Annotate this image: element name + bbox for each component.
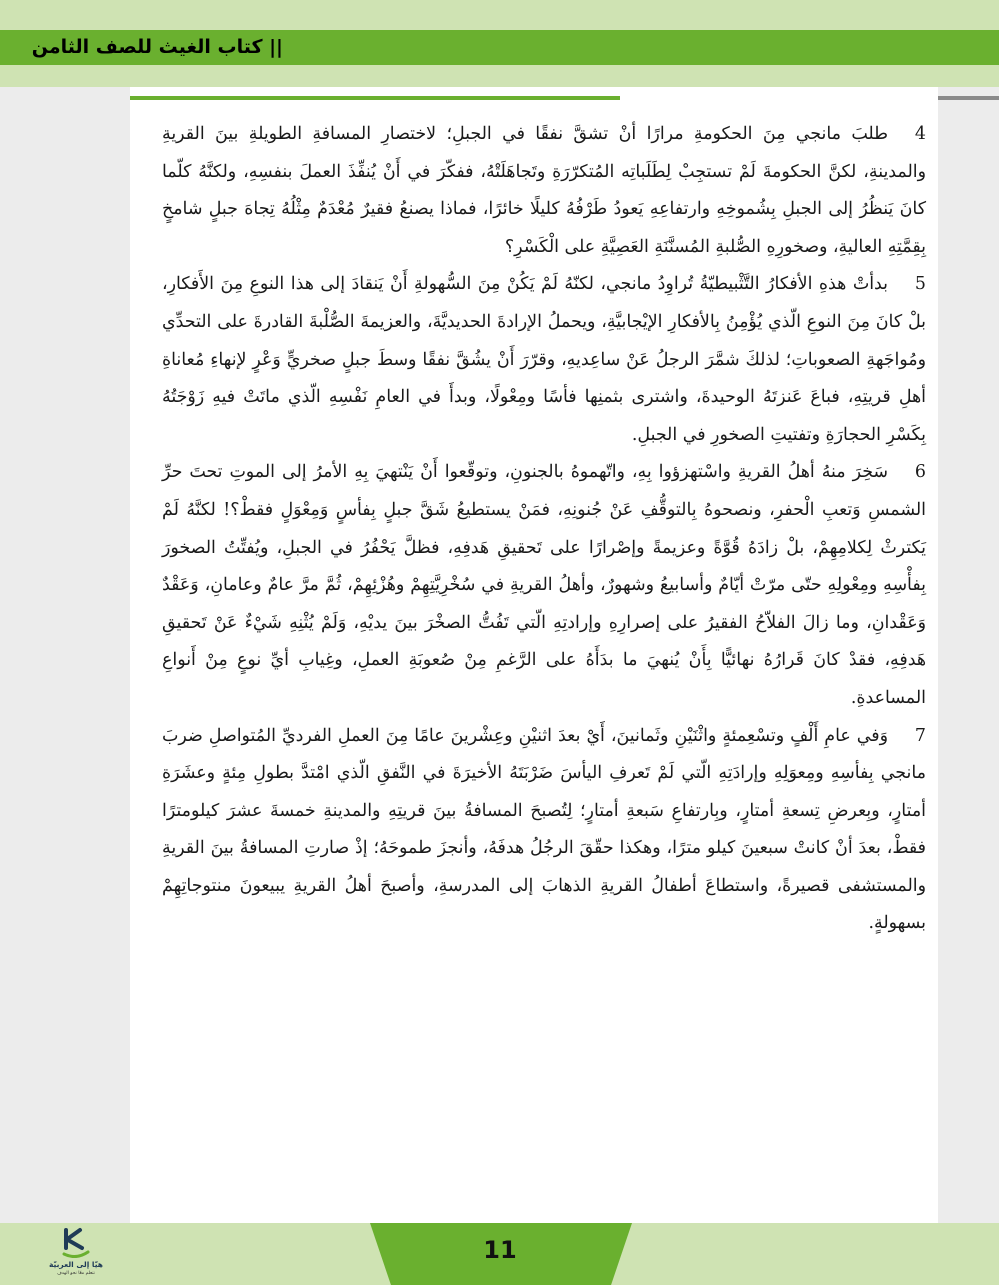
- paragraph-number: 7: [914, 725, 926, 746]
- paragraph-text: طلبَ مانجي مِنَ الحكومةِ مرارًا أنْ تشقَّ نفقًا في الجبلِ؛ لاختصارِ المسافةِ الطويلةِ بينَ القريةِ والمدينةِ، لكنَّ الحكومةَ لَمْ تستجِبْ لِطَلَباتِه المُتكرّرَةِ وتَجاهَلَتْهُ، ففكّرَ في أَنْ يُنفِّذَ العملَ بنفسِهِ، ولكنَّهُ كلّما كانَ يَنظُرُ إلى الجبلِ بِشُموخِهِ وارتفاعِهِ يَعودُ طَرْفُهُ كليلًا خائرًا، فماذا يصنعُ فقيرٌ مُعْدَمٌ مِثْلُهُ تِجاهَ جبلٍ شامخٍ بِقِمَّتِهِ العاليةِ، وصخورِهِ الصُّلبةِ المُسنَّنَةِ العَصِيَّةِ على الْكَسْرِ؟: [162, 124, 926, 257]
- green-accent-line: [130, 96, 620, 100]
- paragraph-7: [162, 718, 926, 944]
- paragraph-number: 6: [914, 462, 926, 483]
- paragraph-number: 4: [914, 124, 926, 144]
- left-margin-panel: [0, 87, 130, 1223]
- book-title: || كتاب الغيث للصف الثامن: [31, 36, 283, 58]
- paragraph-4: [162, 116, 926, 266]
- right-margin-panel: [938, 87, 999, 1223]
- paragraph-5: [162, 266, 926, 454]
- logo-icon: [62, 1226, 90, 1258]
- publisher-logo: [46, 1226, 106, 1282]
- header-top-band: [0, 0, 999, 30]
- logo-subtext: نتعلم معًا نحو الهدف: [57, 1271, 95, 1276]
- paragraph-text: بدأتْ هذهِ الأفكارُ التَّثْبيطيّةُ تُراوِدُ مانجي، لكنّهُ لَمْ يَكُنْ مِنَ السُّهولةِ أَنْ يَنقادَ إلى هذا النوعِ مِنَ الأَفكارِ، بلْ كانَ مِنَ النوعِ الّذي يُؤْمِنُ بِالأفكارِ الإيْجابيَّةِ، ويحملُ الإرادةَ الحديديَّةَ، والعزيمةَ الصُّلْبةَ القادرةَ على التحدِّي ومُواجَهةِ الصعوباتِ؛ لذلكَ شمَّرَ الرجلُ عَنْ ساعِديهِ، وقرّرَ أَنْ يشُقَّ نفقًا وسطَ جبلٍ صخريٍّ وَعْرٍ لإنهاءِ مُعاناةِ أهلِ قريتِهِ، فباعَ عَنزتَهُ الوحيدةَ، واشترى بثمنِها فأسًا ومِعْولًا، وبدأَ في العامِ نَفْسِهِ الّذي ماتَتْ فيهِ زَوْجَتُهُ بِكَسْرِ الحجارَةِ وتفتيتِ الصخورِ في الجبلِ.: [162, 274, 926, 445]
- paragraph-6: [162, 454, 926, 717]
- paragraph-number: 5: [914, 274, 926, 295]
- logo-text: هيّا إلى العربيّة: [49, 1260, 103, 1269]
- paragraph-text: سَخِرَ منهُ أهلُ القريةِ واسْتهزؤوا بِهِ، واتّهموهُ بالجنونِ، وتوقّعوا أَنْ يَنْتهيَ بِهِ الأمرُ إلى الموتِ تحتَ حرِّ الشمسِ وَتعبِ الْحفرِ، ونصحوهُ بِالتوقُّفِ عَنْ جُنونِهِ، فمَنْ يستطيعُ شَقَّ جبلٍ بِفأسٍ وَمِعْوَلٍ فقطْ؟! لكنَّهُ لَمْ يَكترثْ لِكلامِهِمْ، بلْ زادَهُ قُوَّةً وعزيمةً وإصْرارًا على تَحقيقِ هَدفِهِ، فظلَّ يَحْفُرُ في الجبلِ، ويُفتِّتُ الصخورَ بِفأْسِهِ ومِعْولِهِ حتّى مرّتْ أيّامٌ وأسابيعُ وشهورٌ، وأهلُ القريةِ في سُخْرِيَّتِهِمْ وهُزْئِهِمْ، ثُمَّ مرَّ عامٌ وعامانِ، وَعَقْدٌ وَعَقْدانِ، وما زالَ الفلاّحُ الفقيرُ على إصرارِهِ وإرادتِهِ الّتي تَفُتُّ الصخْرَ بينَ يديْهِ، وَلَمْ يُثْنِهِ شَيْءٌ عَنْ تَحقيقِ هَدفِهِ، فقدْ كانَ قَرارُهُ نهائيًّا بِأَنْ يُنهيَ ما بدَأَهُ على الرَّغمِ مِنْ صُعوبَةِ العملِ، وغِيابِ أيِّ نوعٍ مِنْ أَنواعِ المساعدةِ.: [162, 462, 926, 708]
- text-body: [162, 116, 926, 943]
- paragraph-text: وَفي عامِ أَلْفٍ وتسْعِمئةٍ واثْنَيْنِ وثَمانينَ، أَيْ بعدَ اثنيْنِ وعِشْرينَ عامًا مِنَ العملِ الفرديِّ المُتواصلِ ضربَ مانجي بِفأسِهِ ومِعوَلِهِ وإرادَتِهِ الّتي لَمْ تَعرفِ اليأسَ ضَرْبَتَهُ الأخيرَةَ في النَّفقِ الّذي امْتدَّ بطولِ مِئةٍ وعشَرَةِ أمتارٍ، وبِعرضِ تِسعةِ أمتارٍ، وبِارتفاعِ سَبعةِ أمتارٍ؛ لِتُصبحَ المسافةُ بينَ قريتِهِ والمدينةِ خمسةَ عشرَ كيلومترًا فقطْ، بعدَ أنْ كانتْ سبعينَ كيلو مترًا، وهكذا حقّقَ الرجُلُ هدفَهُ، وأنجزَ طموحَهُ؛ إذْ صارتِ المسافةُ بينَ القريةِ والمستشفى قصيرةً، واستطاعَ أطفالُ القريةِ الذهابَ إلى المدرسةِ، وأصبحَ أهلُ القريةِ يبيعونَ منتوجاتِهِمْ بسهولةٍ.: [162, 725, 926, 934]
- gray-accent-line: [938, 96, 999, 100]
- header-bottom-band: [0, 65, 999, 87]
- page-number: 11: [483, 1236, 517, 1264]
